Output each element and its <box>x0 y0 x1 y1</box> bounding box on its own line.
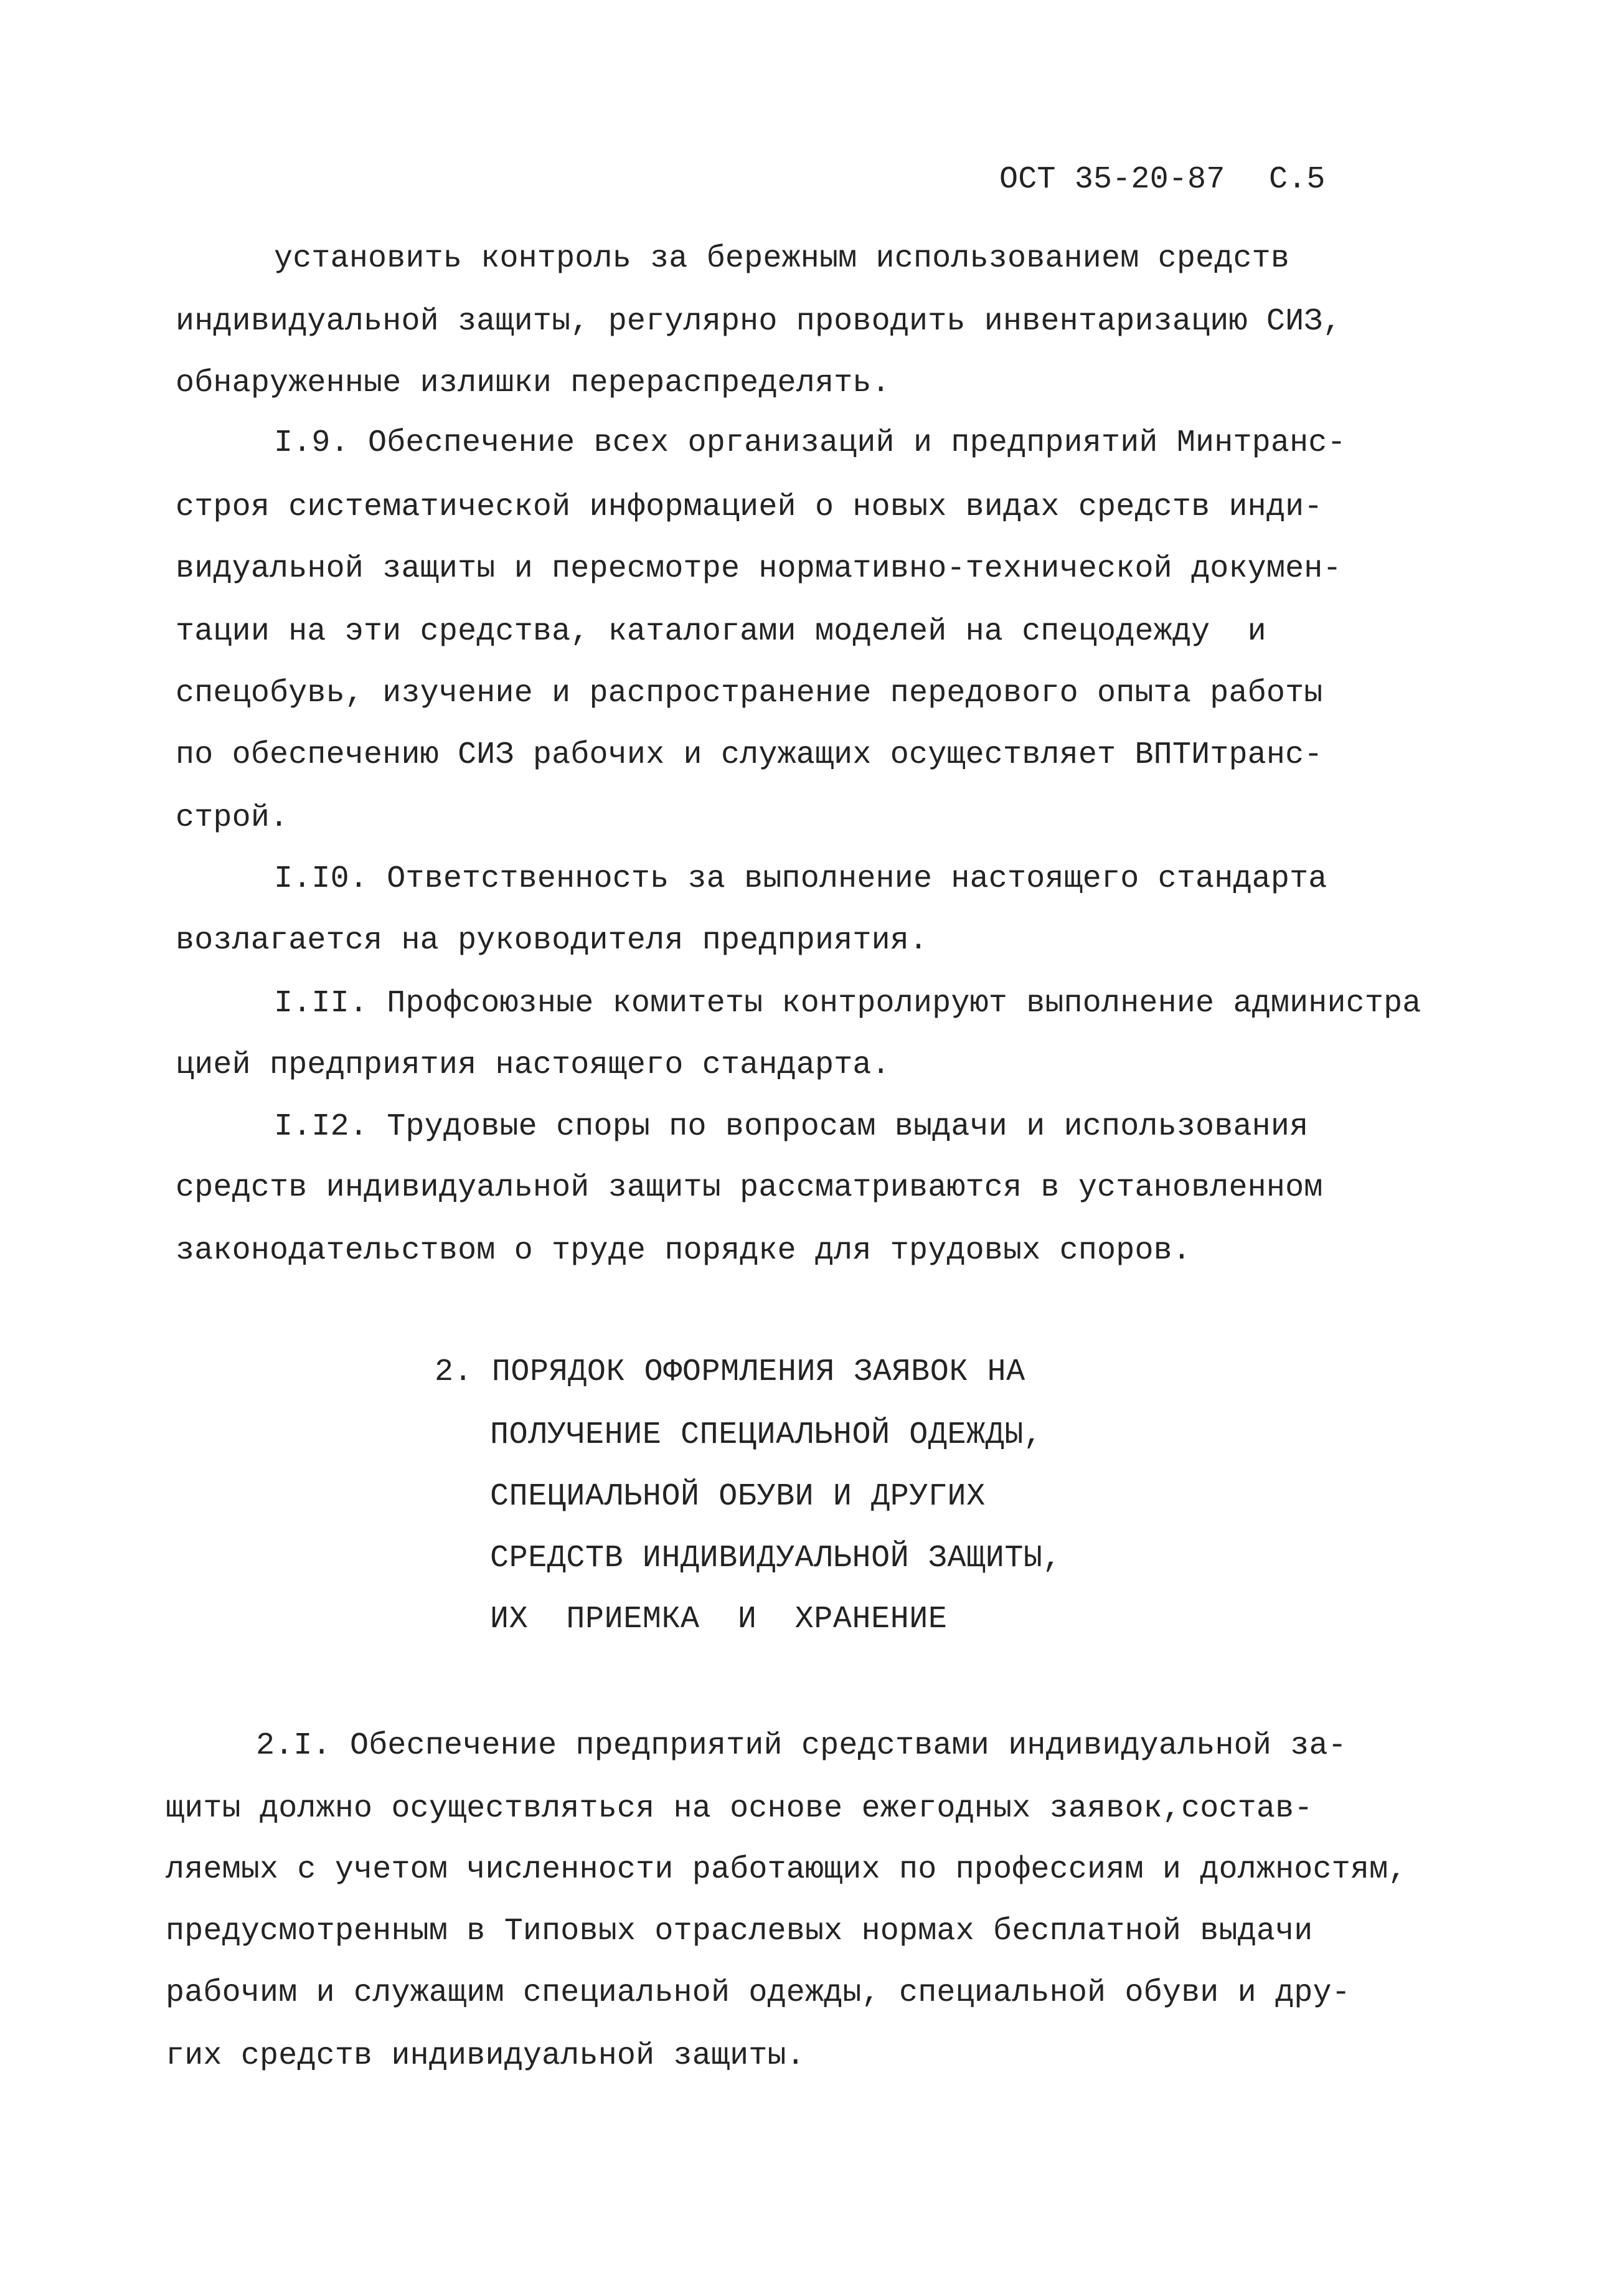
paragraph-2-1-start: 2.I. Обеспечение предприятий средствами индивидуальной за- <box>256 1728 1347 1764</box>
text-line: установить контроль за бережным использованием средств <box>274 241 1290 276</box>
text-line: видуальной защиты и пересмотре нормативно-технической докумен- <box>176 551 1342 587</box>
document-code: ОСТ 35-20-87 <box>999 162 1225 197</box>
text-line: предусмотренным в Типовых отраслевых нормах бесплатной выдачи <box>166 1914 1313 1949</box>
paragraph-1-12-start: I.I2. Трудовые споры по вопросам выдачи и использования <box>274 1109 1309 1145</box>
text-line: спецобувь, изучение и распространение передового опыта работы <box>176 676 1323 711</box>
text-line: строй. <box>176 800 289 836</box>
text-line: возлагается на руководителя предприятия. <box>176 923 928 958</box>
page-number: С.5 <box>1269 162 1326 197</box>
text-line: законодательством о труде порядке для трудовых споров. <box>176 1233 1192 1268</box>
text-line: щиты должно осуществляться на основе ежегодных заявок,состав- <box>166 1791 1313 1826</box>
text-line: цией предприятия настоящего стандарта. <box>176 1047 890 1083</box>
section-heading-line: ПОЛУЧЕНИЕ СПЕЦИАЛЬНОЙ ОДЕЖДЫ, <box>490 1417 1043 1453</box>
text-line: обнаруженные излишки перераспределять. <box>176 366 890 401</box>
section-heading-line: 2. ПОРЯДОК ОФОРМЛЕНИЯ ЗАЯВОК НА <box>435 1354 1025 1390</box>
text-line: гих средств индивидуальной защиты. <box>166 2038 805 2074</box>
text-line: ляемых с учетом численности работающих по профессиям и должностям, <box>166 1852 1407 1887</box>
text-line: индивидуальной защиты, регулярно проводить инвентаризацию СИЗ, <box>176 304 1342 339</box>
text-line: по обеспечению СИЗ рабочих и служащих осуществляет ВПТИтранс- <box>176 737 1323 773</box>
section-heading-line: СРЕДСТВ ИНДИВИДУАЛЬНОЙ ЗАЩИТЫ, <box>490 1541 1062 1576</box>
paragraph-1-10-start: I.I0. Ответственность за выполнение настоящего стандарта <box>274 861 1327 897</box>
text-line: средств индивидуальной защиты рассматриваются в установленном <box>176 1170 1323 1206</box>
paragraph-1-9-start: I.9. Обеспечение всех организаций и предприятий Минтранс- <box>274 425 1346 461</box>
section-heading-line: ИХ ПРИЕМКА И ХРАНЕНИЕ <box>490 1602 948 1637</box>
text-line: рабочим и служащим специальной одежды, специальной обуви и дру- <box>166 1975 1350 2011</box>
section-heading-line: СПЕЦИАЛЬНОЙ ОБУВИ И ДРУГИХ <box>490 1479 986 1514</box>
text-line: тации на эти средства, каталогами моделей на спецодежду и <box>176 614 1266 650</box>
paragraph-1-11-start: I.II. Профсоюзные комитеты контролируют выполнение администра <box>274 986 1421 1021</box>
text-line: строя систематической информацией о новых видах средств инди- <box>176 489 1323 525</box>
